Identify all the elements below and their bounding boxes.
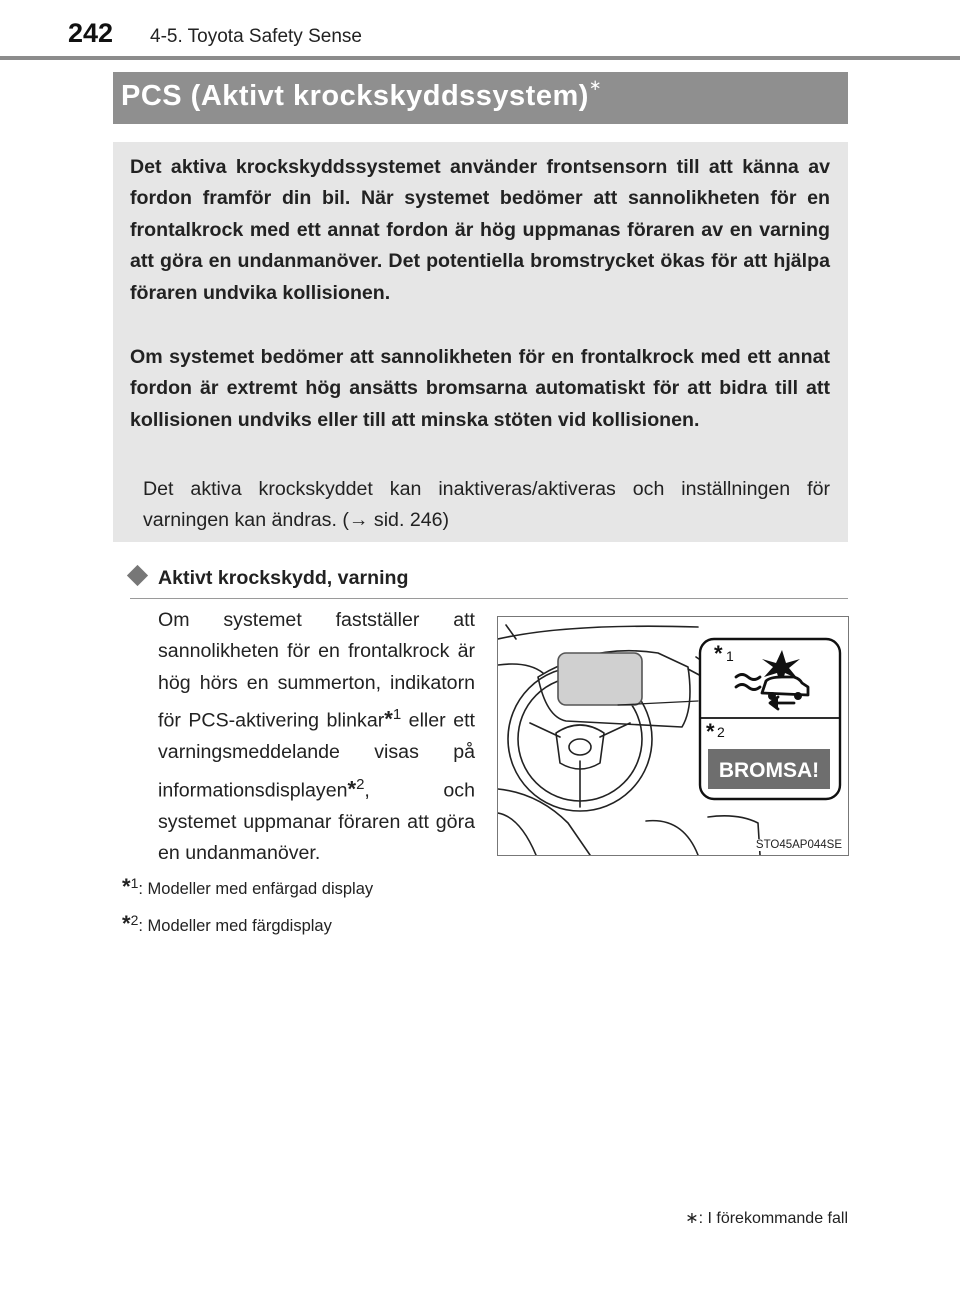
- dash-lower-left-2: [498, 813, 536, 855]
- page-title-text: PCS (Aktivt krockskyddssystem): [121, 80, 589, 112]
- footnote-1-mark: *: [122, 874, 131, 899]
- subsection-heading: [130, 564, 848, 599]
- footnote-2: [122, 911, 332, 937]
- warning-message-text: BROMSA!: [718, 759, 820, 782]
- dash-lower-left: [498, 789, 590, 855]
- availability-note: [685, 1208, 848, 1228]
- footnote-2-text: : Modeller med färgdisplay: [138, 917, 332, 935]
- dash-vent: [708, 816, 760, 855]
- figure-code: STO45AP044SE: [755, 839, 842, 851]
- header-rule: [0, 56, 960, 60]
- page-header: [68, 12, 868, 56]
- body-text-part-1: Om systemet fastställer att sannolikheten för en frontalkrock är hög hörs en summerton, indikatorn för PCS-aktivering blinkar: [158, 609, 475, 732]
- title-asterisk: ∗: [588, 77, 602, 95]
- title-bar: [113, 72, 848, 124]
- intro-note: Det aktiva krockskyddet kan inaktiveras/aktiveras och inställningen för varningen kan ändras. (→ sid. 246): [143, 478, 830, 532]
- intro-paragraph-1: Det aktiva krockskyddssystemet använder frontsensorn till att känna av fordon framför din bil. När systemet bedömer att sannolikheten för en frontalkrock med ett annat fordon är hög uppmanas föraren av en varning att göra en undanmanöver. Det potentiella bromstrycket ökas för att hjälpa föraren undvika kollisionen.: [130, 156, 830, 304]
- footnote-1-number: 1: [130, 875, 139, 891]
- page-number: 242: [68, 18, 114, 48]
- footnote-ref-2: 2: [356, 775, 365, 793]
- subsection-heading-text: Aktivt krockskydd, varning: [158, 567, 409, 589]
- diamond-bullet-icon: [127, 565, 148, 586]
- callout2-mark: *: [706, 719, 715, 744]
- steering-wheel-spokes: [530, 723, 630, 807]
- dashboard-drawing: [498, 617, 848, 855]
- footnote-2-mark: *: [122, 911, 131, 936]
- callout1-mark: *: [714, 641, 723, 666]
- footnote-mark-1: *: [384, 706, 393, 732]
- footnote-1-text: : Modeller med enfärgad display: [138, 880, 374, 898]
- intro-box: [113, 142, 848, 542]
- dash-left-line: [498, 664, 543, 673]
- footnote-ref-1: 1: [392, 706, 402, 724]
- footnote-2-number: 2: [130, 912, 139, 928]
- footnote-1: [122, 874, 373, 900]
- dash-top-line: [498, 626, 698, 639]
- callout1-number: 1: [726, 648, 734, 664]
- footnote-mark-2: *: [347, 776, 357, 802]
- section-title: 4-5. Toyota Safety Sense: [150, 26, 362, 47]
- callout2-number: 2: [717, 724, 725, 740]
- dashboard-illustration: [497, 616, 849, 856]
- subsection-body: [158, 605, 475, 869]
- intro-paragraph-2: Om systemet bedömer att sannolikheten för en frontalkrock med ett annat fordon är extremt hög ansätts bromsarna automatiskt för att bidra till att kollisionen undviks eller till att minska stöten vid kollisionen.: [130, 346, 830, 431]
- availability-text: : I förekommande fall: [698, 1210, 848, 1227]
- dash-lower-mid: [646, 821, 698, 855]
- page-title: [121, 77, 602, 113]
- availability-asterisk: ∗: [685, 1210, 699, 1227]
- steering-wheel-emblem: [569, 739, 591, 755]
- body-text-part-2: eller ett varningsmeddelande visas på informationsdisplayen: [158, 709, 475, 802]
- information-display: [558, 653, 642, 705]
- body-text-part-3: , och systemet uppmanar föraren att göra en undanmanöver.: [158, 779, 475, 864]
